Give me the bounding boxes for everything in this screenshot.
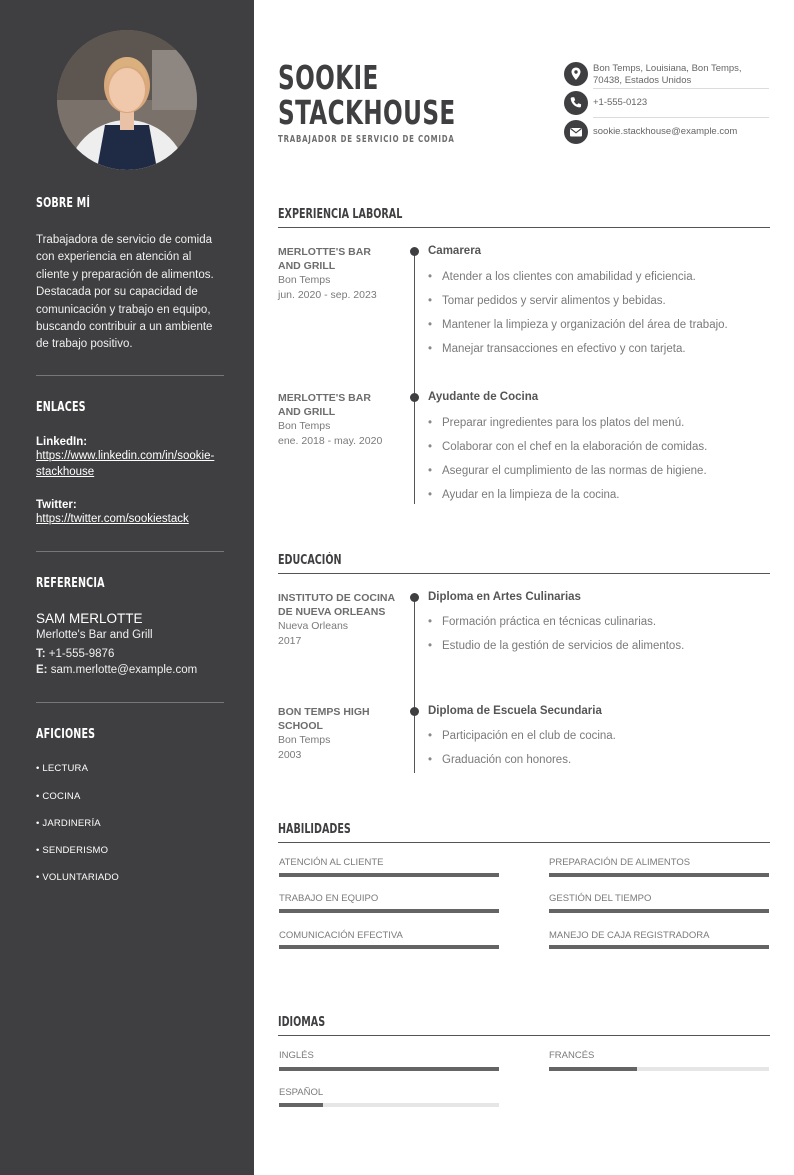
language-bar	[279, 1067, 499, 1071]
section-divider	[278, 573, 770, 574]
duty-item: • Tomar pedidos y servir alimentos y bebidas.	[428, 289, 770, 313]
location-pin-icon	[564, 62, 588, 86]
skill-label: MANEJO DE CAJA REGISTRADORA	[549, 930, 710, 941]
duty-item: • Manejar transacciones en efectivo y con tarjeta.	[428, 337, 770, 361]
name-line-1: SOOKIE	[278, 58, 379, 97]
divider	[36, 375, 224, 376]
reference-company: Merlotte's Bar and Grill	[36, 629, 153, 641]
section-divider	[278, 1035, 770, 1036]
divider	[593, 88, 769, 89]
employer-name: MERLOTTE'S BAR AND GRILL	[278, 392, 371, 418]
experience-entry-left	[278, 245, 396, 303]
language-bar-fill	[279, 1067, 499, 1071]
link-twitter	[36, 499, 220, 527]
skill-item	[279, 930, 499, 941]
contact-email[interactable]: sookie.stackhouse@example.com	[593, 126, 738, 137]
section-divider	[278, 842, 770, 843]
employer-location: Bon Temps	[278, 274, 331, 286]
reference-email: sam.merlotte@example.com	[50, 664, 198, 676]
job-title: TRABAJADOR DE SERVICIO DE COMIDA	[278, 134, 455, 145]
skill-label: ATENCIÓN AL CLIENTE	[279, 857, 384, 868]
language-item	[279, 1087, 499, 1098]
degree-name: Diploma de Escuela Secundaria	[428, 705, 602, 717]
language-bar-fill	[279, 1103, 323, 1107]
education-detail-item: • Graduación con honores.	[428, 748, 770, 772]
link-linkedin	[36, 436, 220, 480]
education-entry-left	[278, 705, 396, 763]
employer-location: Bon Temps	[278, 420, 331, 432]
hobby-item: • VOLUNTARIADO	[36, 872, 120, 883]
link-label: LinkedIn:	[36, 436, 88, 448]
skill-bar-fill	[549, 873, 769, 877]
skill-bar-fill	[549, 945, 769, 949]
linkedin-link[interactable]: https://www.linkedin.com/in/sookie-stackhouse	[36, 450, 215, 478]
experience-entry-right	[428, 391, 770, 507]
education-entry-right	[428, 591, 770, 658]
school-name: BON TEMPS HIGH SCHOOL	[278, 706, 370, 732]
experience-entry-left	[278, 391, 396, 449]
skill-label: COMUNICACIÓN EFECTIVA	[279, 930, 403, 941]
links-title: ENLACES	[36, 400, 86, 415]
education-detail-item: • Estudio de la gestión de servicios de alimentos.	[428, 634, 770, 658]
duty-item: • Mantener la limpieza y organización del área de trabajo.	[428, 313, 770, 337]
employer-name: MERLOTTE'S BAR AND GRILL	[278, 246, 371, 272]
link-label: Twitter:	[36, 499, 77, 511]
education-entry-right	[428, 705, 770, 772]
avatar-photo	[57, 30, 197, 170]
school-name: INSTITUTO DE COCINA DE NUEVA ORLEANS	[278, 592, 395, 618]
employment-dates: ene. 2018 - may. 2020	[278, 435, 383, 447]
divider	[593, 117, 769, 118]
phone-icon	[564, 91, 588, 115]
hobbies-title: AFICIONES	[36, 727, 96, 742]
job-role: Camarera	[428, 245, 482, 257]
skill-bar	[279, 909, 499, 913]
education-title: EDUCACIÓN	[278, 553, 342, 568]
language-label: INGLÉS	[279, 1050, 314, 1061]
language-bar-fill	[549, 1067, 637, 1071]
skill-bar-fill	[549, 909, 769, 913]
mail-icon	[564, 120, 588, 144]
skill-bar	[549, 873, 769, 877]
skill-item	[279, 857, 499, 868]
duty-item: • Atender a los clientes con amabilidad y eficiencia.	[428, 265, 770, 289]
skill-item	[549, 893, 769, 904]
reference-email-label: E:	[36, 664, 48, 676]
skill-bar-fill	[279, 945, 499, 949]
reference-title: REFERENCIA	[36, 576, 105, 591]
experience-entry-right	[428, 245, 770, 361]
skill-item	[549, 930, 769, 941]
languages-title: IDIOMAS	[278, 1015, 326, 1030]
avatar	[57, 30, 197, 170]
contact-phone: +1-555-0123	[593, 97, 648, 108]
education-entry-left	[278, 591, 396, 649]
timeline-line	[414, 252, 415, 504]
duties-list	[428, 265, 770, 361]
twitter-link[interactable]: https://twitter.com/sookiestack	[36, 513, 189, 525]
about-text: Trabajadora de servicio de comida con experiencia en atención al cliente y preparación de alimentos. Destacada por su capacidad de comunicación y trabajo en equipo, buscando contribuir a un ambiente de trabajo positivo.	[36, 234, 214, 351]
hobby-item: • JARDINERÍA	[36, 818, 101, 829]
about-title: SOBRE MÍ	[36, 196, 91, 211]
duty-item: • Ayudar en la limpieza de la cocina.	[428, 483, 770, 507]
skill-bar-fill	[279, 909, 499, 913]
hobby-item: • LECTURA	[36, 763, 89, 774]
skills-title: HABILIDADES	[278, 822, 351, 837]
education-detail-item: • Participación en el club de cocina.	[428, 724, 770, 748]
reference-phone-row	[36, 646, 226, 662]
reference-phone-label: T:	[36, 648, 46, 660]
skill-item	[549, 857, 769, 868]
duty-item: • Colaborar con el chef en la elaboración de comidas.	[428, 435, 770, 459]
language-bar	[549, 1067, 769, 1071]
duty-item: • Asegurar el cumplimiento de las normas de higiene.	[428, 459, 770, 483]
language-item	[279, 1050, 499, 1061]
reference-block	[36, 611, 226, 678]
skill-bar	[279, 945, 499, 949]
language-item	[549, 1050, 769, 1061]
contact-address: Bon Temps, Louisiana, Bon Temps, 70438, Estados Unidos	[593, 63, 742, 86]
timeline-line	[414, 598, 415, 773]
timeline-dot	[410, 393, 419, 402]
sidebar	[0, 0, 254, 1175]
skill-item	[279, 893, 499, 904]
skill-label: PREPARACIÓN DE ALIMENTOS	[549, 857, 691, 868]
skill-label: GESTIÓN DEL TIEMPO	[549, 893, 652, 904]
school-location: Bon Temps	[278, 734, 331, 746]
divider	[36, 551, 224, 552]
skill-bar-fill	[279, 873, 499, 877]
skill-bar	[549, 909, 769, 913]
skill-bar	[549, 945, 769, 949]
employment-dates: jun. 2020 - sep. 2023	[278, 289, 377, 301]
degree-name: Diploma en Artes Culinarias	[428, 591, 581, 603]
language-bar	[279, 1103, 499, 1107]
contact-block	[564, 62, 770, 152]
candidate-name	[278, 60, 456, 130]
reference-phone: +1-555-9876	[48, 648, 115, 660]
job-role: Ayudante de Cocina	[428, 391, 539, 403]
skill-bar	[279, 873, 499, 877]
graduation-year: 2003	[278, 749, 302, 761]
education-details	[428, 724, 770, 772]
education-details	[428, 610, 770, 658]
timeline-dot	[410, 707, 419, 716]
duties-list	[428, 411, 770, 507]
experience-title: EXPERIENCIA LABORAL	[278, 207, 403, 222]
school-location: Nueva Orleans	[278, 620, 349, 632]
skill-label: TRABAJO EN EQUIPO	[279, 893, 379, 904]
language-label: FRANCÉS	[549, 1050, 595, 1061]
hobby-item: • SENDERISMO	[36, 845, 109, 856]
timeline-dot	[410, 247, 419, 256]
education-detail-item: • Formación práctica en técnicas culinarias.	[428, 610, 770, 634]
graduation-year: 2017	[278, 635, 302, 647]
hobby-item: • COCINA	[36, 791, 81, 802]
timeline-dot	[410, 593, 419, 602]
divider	[36, 702, 224, 703]
reference-name: SAM MERLOTTE	[36, 611, 143, 626]
language-label: ESPAÑOL	[279, 1087, 324, 1098]
reference-email-row	[36, 662, 226, 678]
name-line-2: STACKHOUSE	[278, 93, 456, 132]
duty-item: • Preparar ingredientes para los platos del menú.	[428, 411, 770, 435]
section-divider	[278, 227, 770, 228]
